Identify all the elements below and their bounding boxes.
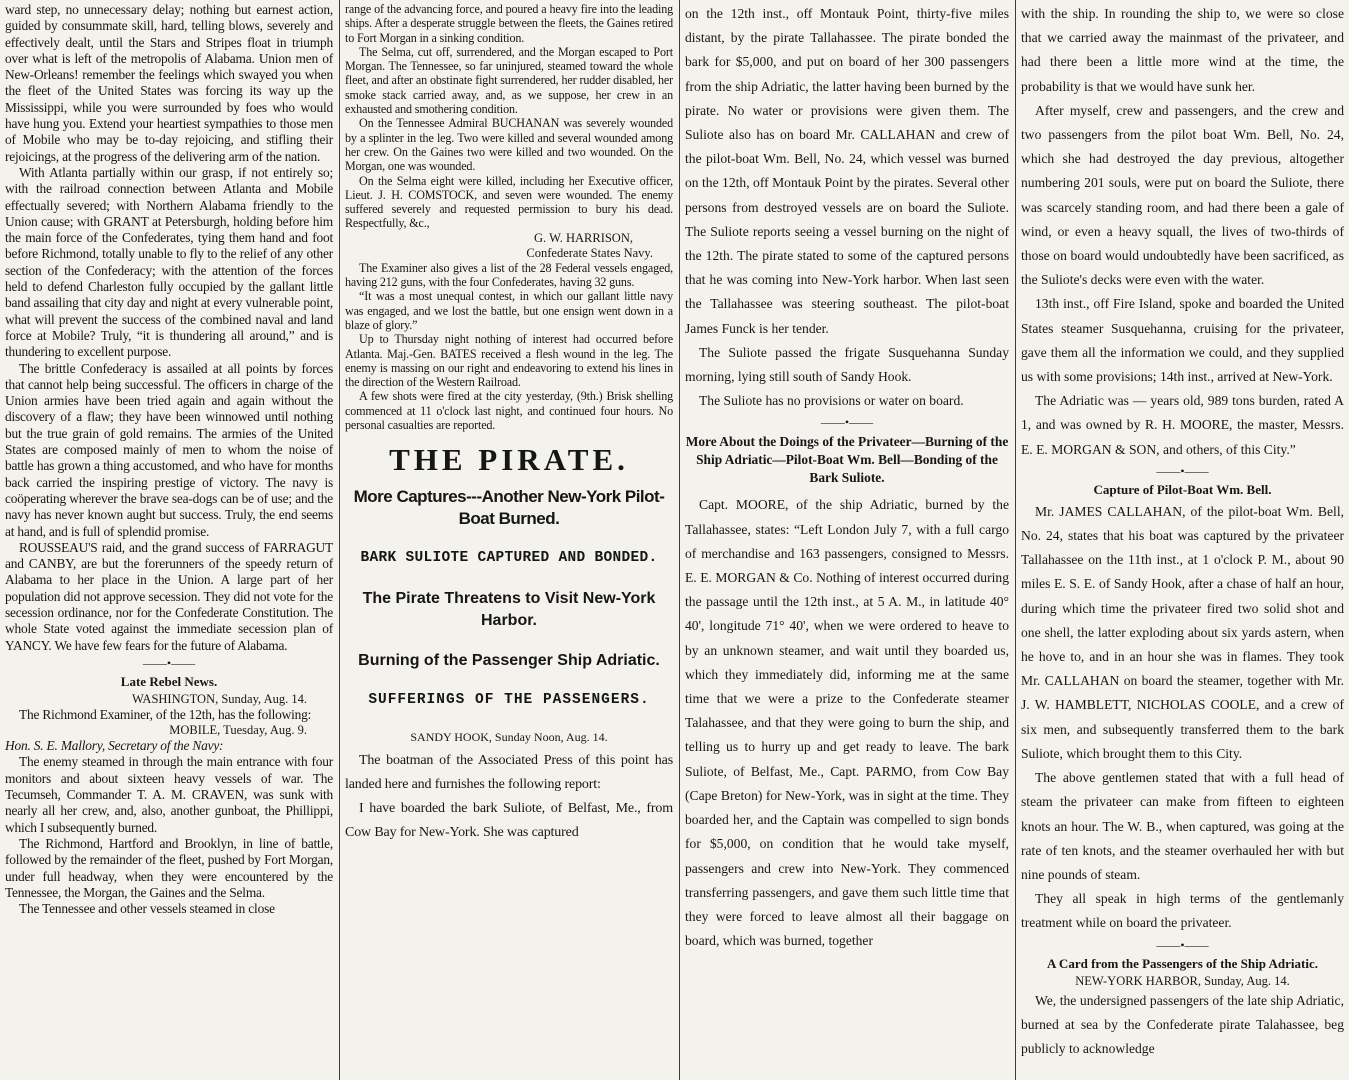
dateline: WASHINGTON, Sunday, Aug. 14. xyxy=(132,691,307,706)
paragraph: 13th inst., off Fire Island, spoke and boarded the United States steamer Susquehanna, cruising for the privateer, gave them all the information we could, and they supplied us with some provisions; 14th inst., arrived at New-York. xyxy=(1021,296,1344,385)
paragraph: We, the undersigned passengers of the late ship Adriatic, burned at sea by the Confederate pirate Talahassee, beg publicly to acknowledge xyxy=(1021,992,1344,1056)
column-2 xyxy=(340,2,678,1078)
paragraph: They all speak in high terms of the gentlemanly treatment while on board the privateer. xyxy=(1021,891,1344,931)
paragraph: With Atlanta partially within our grasp, if not entirely so; with the railroad connection between Atlanta and Mobile effectually severed; with Northern Alabama friendly to the Union cause; with GRANT at Petersburgh, holding before him the main force of the Confederates, tying them hand and foot before Richmond, totally unable to fly to the relief of any other section of the Confederacy; with the attention of the forces held to defend Charleston fully occupied by the gallant little band assailing that city day and night at every vulnerable point, what will prevent the success of the combined naval and land force at Mobile? Truly, “it is thundering all around,” and is thundering to excellent purpose. xyxy=(5,164,333,360)
story-masthead: THE PIRATE. xyxy=(389,442,629,478)
paragraph: The boatman of the Associated Press of this point has landed here and furnishes the following report: xyxy=(345,753,673,793)
headline-deck: SUFFERINGS OF THE PASSENGERS. xyxy=(368,692,650,709)
section-heading: More About the Doings of the Privateer—Burning of the Ship Adriatic—Pilot-Boat Wm. Bell—Bonding of the Bark Suliote. xyxy=(685,434,1009,486)
paragraph: The Suliote has no provisions or water on board. xyxy=(699,393,964,409)
column-3 xyxy=(680,2,1014,1078)
paragraph: The above gentlemen stated that with a full head of steam the privateer can make from fifteen to eighteen knots an hour. The W. B., when captured, was going at the rate of ten knots, and the steamer overhauled her with but nine pounds of steam. xyxy=(1021,770,1344,882)
section-divider: ——•—— xyxy=(1156,937,1209,952)
paragraph: Up to Thursday night nothing of interest had occurred before Atlanta. Maj.-Gen. BATES received a flesh wound in the leg. The enemy is massing on our right and endeavoring to extend his lines in the direction of the Western Railroad. xyxy=(345,332,673,390)
paragraph: range of the advancing force, and poured a heavy fire into the leading ships. After a desperate struggle between the fleets, the Gaines retired to Fort Morgan in a sinking condition. xyxy=(345,2,673,45)
paragraph: The Suliote passed the frigate Susquehanna Sunday morning, lying still south of Sandy Hook. xyxy=(685,344,1009,385)
paragraph: On the Tennessee Admiral BUCHANAN was severely wounded by a splinter in the leg. Two were killed and several wounded among her crew. On the Gaines two were killed and two wounded. On the Morgan, one was wounded. xyxy=(345,116,673,174)
headline-deck: More Captures---Another New-York Pilot-Boat Burned. xyxy=(353,487,665,529)
paragraph: Capt. MOORE, of the ship Adriatic, burned by the Tallahassee, states: “Left London July 7, with a full cargo of merchandise and 163 passengers, consigned to Messrs. E. E. MORGAN & Co. Nothing of interest occurred during the passage until the 12th inst., at 5 A. M., in latitude 40° 40', longitude 71° 40', when we were ordered to heave to by an unknown steamer, and wait until they boarded us, which they immediately did, informing me at the same time that we were a prize to the Confederate steamer Talahassee, and that they were going to burn the ship, and telling us to hurry up and get ready to leave. The bark Suliote, of Belfast, Me., Capt. PARMO, from Cow Bay (Cape Breton) for New-York, was in sight at the time. They boarded her, and the Captain was compelled to sign bonds for $5,000, on condition that he would take myself, passengers and crew into New-York. They commenced transferring passengers, and gave them such little time that they were forced to leave almost all their baggage on board, which was burned, together xyxy=(685,497,1009,949)
section-divider: ——•—— xyxy=(820,415,874,430)
dateline: NEW-YORK HARBOR, Sunday, Aug. 14. xyxy=(1075,973,1290,988)
signature-title: Confederate States Navy. xyxy=(526,245,653,260)
paragraph: The Tennessee and other vessels steamed in close xyxy=(19,901,275,917)
salutation: Hon. S. E. Mallory, Secretary of the Navy: xyxy=(5,738,224,754)
paragraph: The Examiner also gives a list of the 28 Federal vessels engaged, having 212 guns, with the four Confederates, having 32 guns. xyxy=(345,260,673,290)
paragraph: The Richmond Examiner, of the 12th, has the following: xyxy=(19,706,312,722)
section-heading: A Card from the Passengers of the Ship Adriatic. xyxy=(1047,955,1318,971)
dateline: SANDY HOOK, Sunday Noon, Aug. 14. xyxy=(410,730,608,745)
section-divider: ——•—— xyxy=(142,655,196,670)
paragraph: ROUSSEAU'S raid, and the grand success of FARRAGUT and CANBY, are but the forerunners of the speedy return of Alabama to her place in the Union. A large part of her population did not approve secession. They did not vote for the secession ordinance, nor for the Confederate Constitution. The whole State voted against the immediate secession plan of YANCY. We have few fears for the future of Alabama. xyxy=(5,539,333,653)
paragraph: on the 12th inst., off Montauk Point, thirty-five miles distant, by the pirate Tallahassee. The pirate bonded the bark for $5,000, and put on board of her 300 passengers from the ship Adriatic, the latter having been burned by the pirate. No water or provisions were given them. The Suliote also has on board Mr. CALLAHAN and crew of the pilot-boat Wm. Bell, No. 24, which vessel was burned on the 12th, off Montauk Point by the pirates. Several other persons from destroyed vessels are on board the Suliote. The Suliote reports seeing a vessel burning on the night of the 12th. The pirate stated to some of the captured persons that he was coming into New-York harbor. When last seen the Tallahassee was steering southeast. The pilot-boat James Funck is her tender. xyxy=(685,6,1009,336)
paragraph: The Adriatic was — years old, 989 tons burden, rated A 1, and was owned by R. H. MOORE, the master, Messrs. E. E. MORGAN & SON, and others, of this City.” xyxy=(1021,393,1344,457)
paragraph: The Selma, cut off, surrendered, and the Morgan escaped to Port Morgan. The Tennessee, so far uninjured, steamed toward the whole fleet, and after an obstinate fight surrendered, her rudder disabled, her smoke stack carried away, and, as we suppose, her crew in an exhausted and smothering condition. xyxy=(345,44,673,117)
column-4 xyxy=(1016,2,1349,1078)
section-heading: Capture of Pilot-Boat Wm. Bell. xyxy=(1093,481,1272,497)
paragraph: “It was a most unequal contest, in which our gallant little navy was engaged, and we lost the battle, but one ensign went down in a blaze of glory.” xyxy=(345,289,673,332)
paragraph: On the Selma eight were killed, including her Executive officer, Lieut. J. H. COMSTOCK, and seven were wounded. The enemy suffered severely and requested permission to bury his dead. Respectfully, &c., xyxy=(345,173,673,231)
signature-name: G. W. HARRISON, xyxy=(534,230,633,245)
headline-deck: The Pirate Threatens to Visit New-York Harbor. xyxy=(362,590,656,630)
paragraph: with the ship. In rounding the ship to, we were so close that we carried away the mainmast of the privateer, and had there been a little more wind at the time, the probability is that we would have sunk her. xyxy=(1021,6,1344,94)
column-1 xyxy=(0,2,338,1078)
paragraph: Mr. JAMES CALLAHAN, of the pilot-boat Wm. Bell, No. 24, states that his boat was captured by the privateer Tallahassee on the 11th inst., at 1 o'clock P. M., about 90 miles E. S. E. of Sandy Hook, after a chase of half an hour, during which time the privateer fired two solid shot and one shell, the latter exploding about six yards astern, when he hove to, and in an hour she was in flames. They took Mr. CALLAHAN on board the steamer, together with Mr. J. W. HAMBLETT, NICHOLAS COOLE, and a crew of six men, and subsequently transferred them to the bark Suliote, which brought them to this City. xyxy=(1021,503,1344,761)
paragraph: A few shots were fired at the city yesterday, (9th.) Brisk shelling commenced at 11 o'clock last night, and continued four hours. No personal casualties are reported. xyxy=(345,389,673,433)
paragraph: ward step, no unnecessary delay; nothing but earnest action, guided by consummate skill, hard, telling blows, severely and effectively dealt, until the Stars and Stripes float in triumph over what is left of the metropolis of Alabama. Union men of New-Orleans! remember the feelings which swayed you when the fleet of the United States was forcing its way up the Mississippi, while you were surrounded by foes who would have hung you. Extend your heartiest sympathies to those men of Mobile who may be to-day rejoicing, and stifling their rejoicings, at the progress of the delivering arm of the nation. xyxy=(5,2,333,164)
paragraph: After myself, crew and passengers, and the crew and two passengers from the pilot boat Wm. Bell, No. 24, which she had destroyed the day previous, altogether numbering 201 souls, were put on board the Suliote, there was scarcely standing room, and had there been a gale of wind, or even a heavy squall, the lives of two-thirds of those on board would undoubtedly have been sacrificed, as the Suliote's decks were even with the water. xyxy=(1021,102,1344,288)
paragraph: The brittle Confederacy is assailed at all points by forces that cannot help being successful. The officers in charge of the Union armies have been tried again and again without the discovery of a flaw; they have been winnowed until nothing but the true grain of gold remains. The armies of the United States are composed mainly of men to whom the noise of battle has grown a thing accustomed, and who have for months back carried the inspiring prestige of victory. The navy is coöperating wherever the brave sea-dogs can be of use; and the navy has never known aught but success. Truly, the end seems at hand, and is full of splendid promise. xyxy=(5,360,333,539)
paragraph: The enemy steamed in through the main entrance with four monitors and about sixteen heavy vessels of war. The Tecumseh, Commander T. A. M. CRAVEN, was sunk with nearly all her crew, and, also, another gunboat, the Phillippi, which I subsequently burned. xyxy=(5,754,333,835)
section-divider: ——•—— xyxy=(1156,463,1209,478)
paragraph: I have boarded the bark Suliote, of Belfast, Me., from Cow Bay for New-York. She was captured xyxy=(345,801,673,841)
headline-deck: BARK SULIOTE CAPTURED AND BONDED. xyxy=(360,550,658,567)
rebel-news-heading: Late Rebel News. xyxy=(120,673,218,689)
dateline: MOBILE, Tuesday, Aug. 9. xyxy=(169,723,307,738)
headline-deck: Burning of the Passenger Ship Adriatic. xyxy=(358,652,660,670)
paragraph: The Richmond, Hartford and Brooklyn, in line of battle, followed by the remainder of the fleet, pushed by Fort Morgan, under full headway, when they were encountered by the Tennessee, the Morgan, the Gaines and the Selma. xyxy=(5,835,333,900)
